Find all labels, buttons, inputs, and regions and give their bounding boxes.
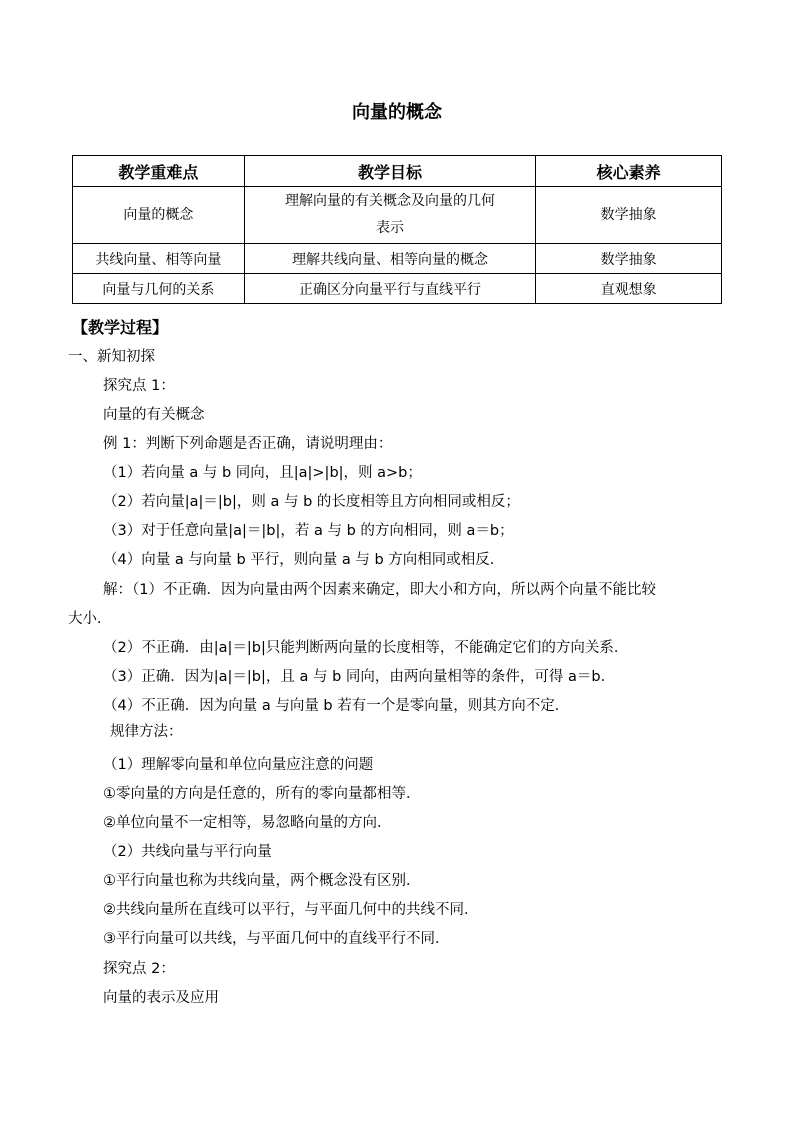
body-line: （3）正确．因为|a|＝|b|，且 a 与 b 同向，由两向量相等的条件，可得 a＝b．	[103, 669, 616, 685]
table-header-cell: 教学重难点	[73, 156, 245, 187]
body-line: （2）若向量|a|＝|b|，则 a 与 b 的长度相等且方向相同或相反；	[103, 494, 520, 510]
table-cell: 向量的概念	[73, 187, 245, 244]
body-line: （2）共线向量与平行向量	[103, 844, 272, 860]
page-title: 向量的概念	[352, 102, 442, 123]
table-cell: 理解向量的有关概念及向量的几何表示	[244, 187, 536, 244]
body-line: （4）不正确．因为向量 a 与向量 b 若有一个是零向量，则其方向不定．	[103, 698, 570, 714]
subsection-heading: 一、新知初探	[68, 349, 155, 365]
table-row	[73, 274, 722, 304]
body-line: 向量的表示及应用	[103, 990, 219, 1006]
body-line: ③平行向量可以共线，与平面几何中的直线平行不同．	[103, 931, 450, 947]
table-cell: 理解共线向量、相等向量的概念	[244, 244, 536, 274]
body-line: 探究点 2：	[103, 961, 175, 977]
table-cell: 正确区分向量平行与直线平行	[244, 274, 536, 304]
body-line: （2）不正确．由|a|＝|b|只能判断两向量的长度相等，不能确定它们的方向关系．	[103, 640, 629, 656]
table-cell: 直观想象	[536, 274, 722, 304]
table-header-cell: 教学目标	[244, 156, 536, 187]
table-header-row	[73, 156, 722, 187]
table-cell: 数学抽象	[536, 244, 722, 274]
body-line: 规律方法：	[110, 724, 183, 740]
section-heading: 【教学过程】	[72, 318, 169, 337]
body-line: 探究点 1：	[103, 378, 175, 394]
table-cell: 向量与几何的关系	[73, 274, 245, 304]
table-row	[73, 187, 722, 244]
body-line: ①平行向量也称为共线向量，两个概念没有区别．	[103, 873, 421, 889]
body-line: 解：（1）不正确．因为向量由两个因素来确定，即大小和方向，所以两个向量不能比较	[103, 582, 656, 598]
body-line: （1）理解零向量和单位向量应注意的问题	[103, 757, 374, 773]
body-line: 大小．	[68, 611, 112, 627]
body-line: （3）对于任意向量|a|＝|b|，若 a 与 b 的方向相同，则 a＝b；	[103, 523, 514, 539]
body-line: （4）向量 a 与向量 b 平行，则向量 a 与 b 方向相同或相反．	[103, 552, 505, 568]
table-header-cell: 核心素养	[536, 156, 722, 187]
table-row	[73, 244, 722, 274]
body-line: 例 1：判断下列命题是否正确，请说明理由：	[103, 436, 393, 452]
body-line: ②单位向量不一定相等，易忽略向量的方向．	[103, 815, 392, 831]
body-line: 向量的有关概念	[103, 407, 205, 423]
body-line: ①零向量的方向是任意的，所有的零向量都相等．	[103, 786, 421, 802]
table-cell: 数学抽象	[536, 187, 722, 244]
table-cell: 共线向量、相等向量	[73, 244, 245, 274]
body-line: ②共线向量所在直线可以平行，与平面几何中的共线不同．	[103, 902, 479, 918]
teaching-goals-table	[72, 155, 722, 304]
body-line: （1）若向量 a 与 b 同向，且|a|>|b|，则 a>b；	[103, 465, 422, 481]
